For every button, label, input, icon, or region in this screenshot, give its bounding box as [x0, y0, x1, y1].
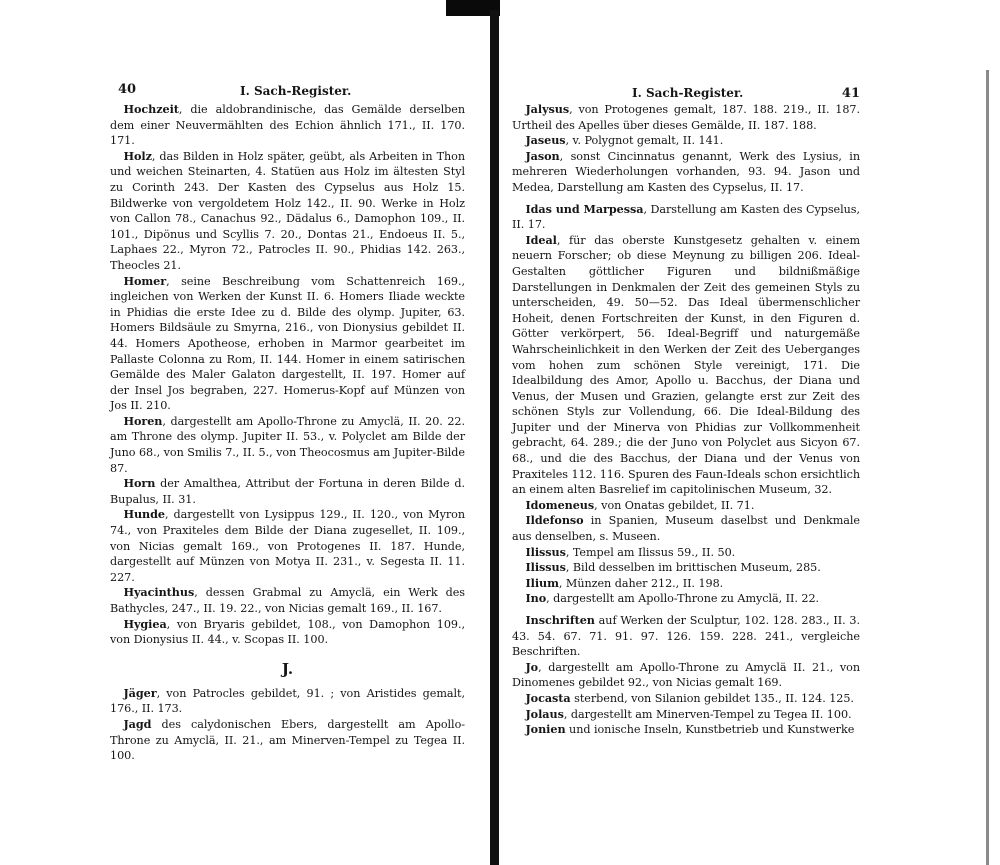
register-entry: [110, 476, 465, 507]
register-entry: [512, 722, 860, 738]
page-edge-line: [986, 70, 989, 865]
entry-text: , v. Polygnot gemalt, II. 141.: [565, 134, 724, 148]
left-page: [110, 80, 465, 764]
register-entry: [110, 507, 465, 585]
register-entry: [110, 274, 465, 414]
right-running-head: [512, 80, 860, 102]
entry-headword: Hyacinthus: [123, 585, 195, 600]
register-entry: [110, 617, 465, 648]
entry-headword: Hunde: [123, 507, 165, 522]
register-entry: [110, 585, 465, 616]
entry-headword: Ideal: [525, 232, 557, 247]
entry-text: , von Patrocles gebildet, 91. ; von Aristides gemalt, 176., II. 173.: [110, 686, 465, 716]
left-entries: [110, 102, 465, 648]
entry-text: und ionische Inseln, Kunstbetrieb und Kunstwerke: [565, 723, 855, 737]
entry-headword: Hochzeit: [123, 102, 179, 116]
register-entry: [512, 613, 860, 660]
register-entry: [512, 149, 860, 196]
register-entry: [512, 513, 860, 544]
entry-text: , für das oberste Kunstgesetz gehalten v. einem neuern Forscher; ob diese Meynung zu billigen 206. Ideal-Gestalten göttlicher Figuren und bildnißmäßige Darstellungen in Denkmalen der Zeit des gemeinen Styls zu unterscheiden, 49. 50—52. Das Ideal übermenschlicher Hoheit, denen Fortschreiten der Kunst, in den Figuren d. Götter verkörpert, 56. Ideal-Begriff und naturgemäße Wahrscheinlichkeit in den Werken der Zeit des Ueberganges vom hohen zum schönen Style vereinigt, 171. Die Idealbildung des Amor, Apollo u. Bacchus, der Diana und Venus, der Musen und Grazien, gelangte erst zur Zeit des schönen Styls zur Vollendung, 66. Die Ideal-Bildung des Jupiter und der Minerva von Phidias zur Vollkommenheit gebracht, 64. 289.; die der Juno von Polyclet aus Sicyon 67. 68., und die des Bacchus, der Diana und der Venus von Praxiteles 112. 116. Spuren des Faun-Ideals schon ersichtlich an einem alten Basrelief im capitolinischen Museum, 32.: [512, 233, 860, 497]
register-entry: [512, 133, 860, 149]
entry-headword: Ino: [525, 591, 547, 606]
entry-headword: Jaseus: [525, 133, 566, 148]
entry-headword: Ilissus: [525, 544, 566, 559]
entry-headword: Jäger: [123, 685, 157, 700]
entry-headword: Jagd: [123, 716, 152, 731]
entry-headword: Jonien: [525, 722, 566, 737]
entry-text: , dargestellt von Lysippus 129., II. 120., von Myron 74., von Praxiteles dem Bilde der Diana zugesellet, II. 109., von Nicias gemalt 169., von Protogenes II. 187. Hunde, dargestellt auf Münzen von Motya II. 231., v. Segesta II. 11. 227.: [110, 508, 465, 584]
entry-text: , von Protogenes gemalt, 187. 188. 219., II. 187. Urtheil des Apelles über dieses Gemälde, II. 187. 188.: [512, 103, 860, 132]
entry-text: , das Bilden in Holz später, geübt, als Arbeiten in Thon und weichen Steinarten, 4. Statüen aus Holz im ältesten Styl zu Corinth 243. Der Kasten des Cypselus aus Holz 15. Bildwerke von vergoldetem Holz 142., II. 90. Werke in Holz von Callon 78., Canachus 92., Dädalus 6., Damophon 109., II. 101., Dipönus und Scyllis 7. 20., Dontas 21., Endoeus II. 5., Laphaes 22., Myron 72., Patrocles II. 90., Phidias 142. 263., Theocles 21.: [110, 149, 465, 272]
entry-headword: Jo: [525, 659, 539, 674]
register-entry: [110, 717, 465, 764]
entry-headword: Ilium: [525, 575, 559, 590]
register-entry: [512, 560, 860, 576]
entry-text: , Bild desselben im brittischen Museum, 285.: [565, 561, 821, 575]
register-entry: [512, 233, 860, 498]
entry-headword: Ilissus: [525, 560, 566, 575]
left-page-number: 40: [118, 82, 137, 97]
entry-headword: Holz: [123, 148, 152, 163]
register-entry: [110, 414, 465, 476]
entry-headword: Horen: [123, 413, 163, 428]
left-running-title: I. Sach-Register.: [240, 84, 352, 98]
register-entry: [512, 202, 860, 233]
entry-text: des calydonischen Ebers, dargestellt am Apollo-Throne zu Amyclä, II. 21., am Minerven-Tempel zu Tegea II. 100.: [110, 717, 465, 763]
entry-text: , dargestellt am Apollo-Throne zu Amyclä, II. 20. 22. am Throne des olymp. Jupiter II. 53., v. Polyclet am Bilde der Juno 68., von Smilis 7., II. 5., von Theocosmus am Jupiter-Bilde 87.: [110, 414, 465, 475]
scan-gutter-shadow: [490, 10, 499, 865]
register-entry: [512, 691, 860, 707]
entry-headword: Horn: [123, 476, 156, 491]
left-running-head: [110, 80, 465, 102]
register-entry: [512, 102, 860, 133]
right-page-number: 41: [841, 86, 860, 101]
entry-headword: Jalysus: [525, 102, 570, 116]
entry-text: auf Werken der Sculptur, 102. 128. 283., II. 3. 43. 54. 67. 71. 91. 97. 126. 159. 228. 241., vergleiche Beschriften.: [512, 614, 860, 659]
entry-text: , dargestellt am Minerven-Tempel zu Tegea II. 100.: [563, 707, 852, 721]
entry-text: , Darstellung am Kasten des Cypselus, II. 17.: [512, 202, 860, 232]
entry-headword: Jolaus: [525, 706, 564, 721]
register-entry: [110, 686, 465, 717]
register-entry: [512, 707, 860, 723]
register-entry: [512, 576, 860, 592]
section-letter-j: J.: [281, 659, 294, 678]
register-entry: [512, 545, 860, 561]
entry-text: sterbend, von Silanion gebildet 135., II. 124. 125.: [570, 691, 854, 705]
entry-text: , die aldobrandinische, das Gemälde derselben dem einer Neuvermählten des Echion ähnlich 171., II. 170. 171.: [110, 103, 465, 148]
entry-text: , von Onatas gebildet, II. 71.: [594, 498, 755, 512]
register-entry: [110, 149, 465, 274]
entry-headword: Idomeneus: [525, 497, 595, 512]
entry-text: , von Bryaris gebildet, 108., von Damophon 109., von Dionysius II. 44., v. Scopas II. 100.: [110, 617, 465, 647]
entry-text: , Tempel am Ilissus 59., II. 50.: [565, 545, 736, 559]
left-entries-j: [110, 686, 465, 764]
entry-headword: Jocasta: [525, 690, 571, 705]
entry-text: , dargestellt am Apollo-Throne zu Amyclä, II. 22.: [546, 592, 820, 606]
entry-headword: Idas und Marpessa: [525, 201, 644, 216]
register-entry: [512, 498, 860, 514]
right-entries: [512, 102, 860, 738]
entry-text: in Spanien, Museum daselbst und Denkmale aus denselben, s. Museen.: [512, 514, 860, 544]
entry-text: , seine Beschreibung vom Schattenreich 169., ingleichen von Werken der Kunst II. 6. Homers Iliade weckte in Phidias die erste Idee zu d. Bilde des olymp. Jupiter, 63. Homers Bildsäule zu Smyrna, 216., von Dionysius gebildet II. 44. Homers Apotheose, erhoben in Marmor gearbeitet im Pallaste Colonna zu Rom, II. 144. Homer in einem satirischen Gemälde des Maler Galaton dargestellt, II. 197. Homer auf der Insel Jos begraben, 227. Homerus-Kopf auf Münzen von Jos II. 210.: [110, 274, 465, 413]
register-entry: [512, 591, 860, 607]
entry-text: , dargestellt am Apollo-Throne zu Amyclä II. 21., von Dinomenes gebildet 92., von Nicias gemalt 169.: [512, 660, 860, 690]
entry-headword: Hygiea: [123, 616, 167, 631]
register-entry: [110, 102, 465, 149]
entry-headword: Homer: [123, 273, 167, 288]
entry-headword: Jason: [525, 148, 560, 163]
entry-text: , dessen Grabmal zu Amyclä, ein Werk des Bathycles, 247., II. 19. 22., von Nicias gemalt 169., II. 167.: [110, 586, 465, 615]
entry-text: der Amalthea, Attribut der Fortuna in deren Bilde d. Bupalus, II. 31.: [110, 477, 465, 506]
register-entry: [512, 660, 860, 691]
entry-text: , Münzen daher 212., II. 198.: [558, 576, 724, 590]
right-page: [512, 80, 860, 738]
entry-text: , sonst Cincinnatus genannt, Werk des Lysius, in mehreren Wiederholungen vorhanden, 93. 94. Jason und Medea, Darstellung am Kasten des Cypselus, II. 17.: [512, 149, 860, 194]
right-running-title: I. Sach-Register.: [632, 86, 744, 100]
entry-headword: Ildefonso: [525, 513, 584, 528]
entry-headword: Inschriften: [525, 613, 595, 627]
